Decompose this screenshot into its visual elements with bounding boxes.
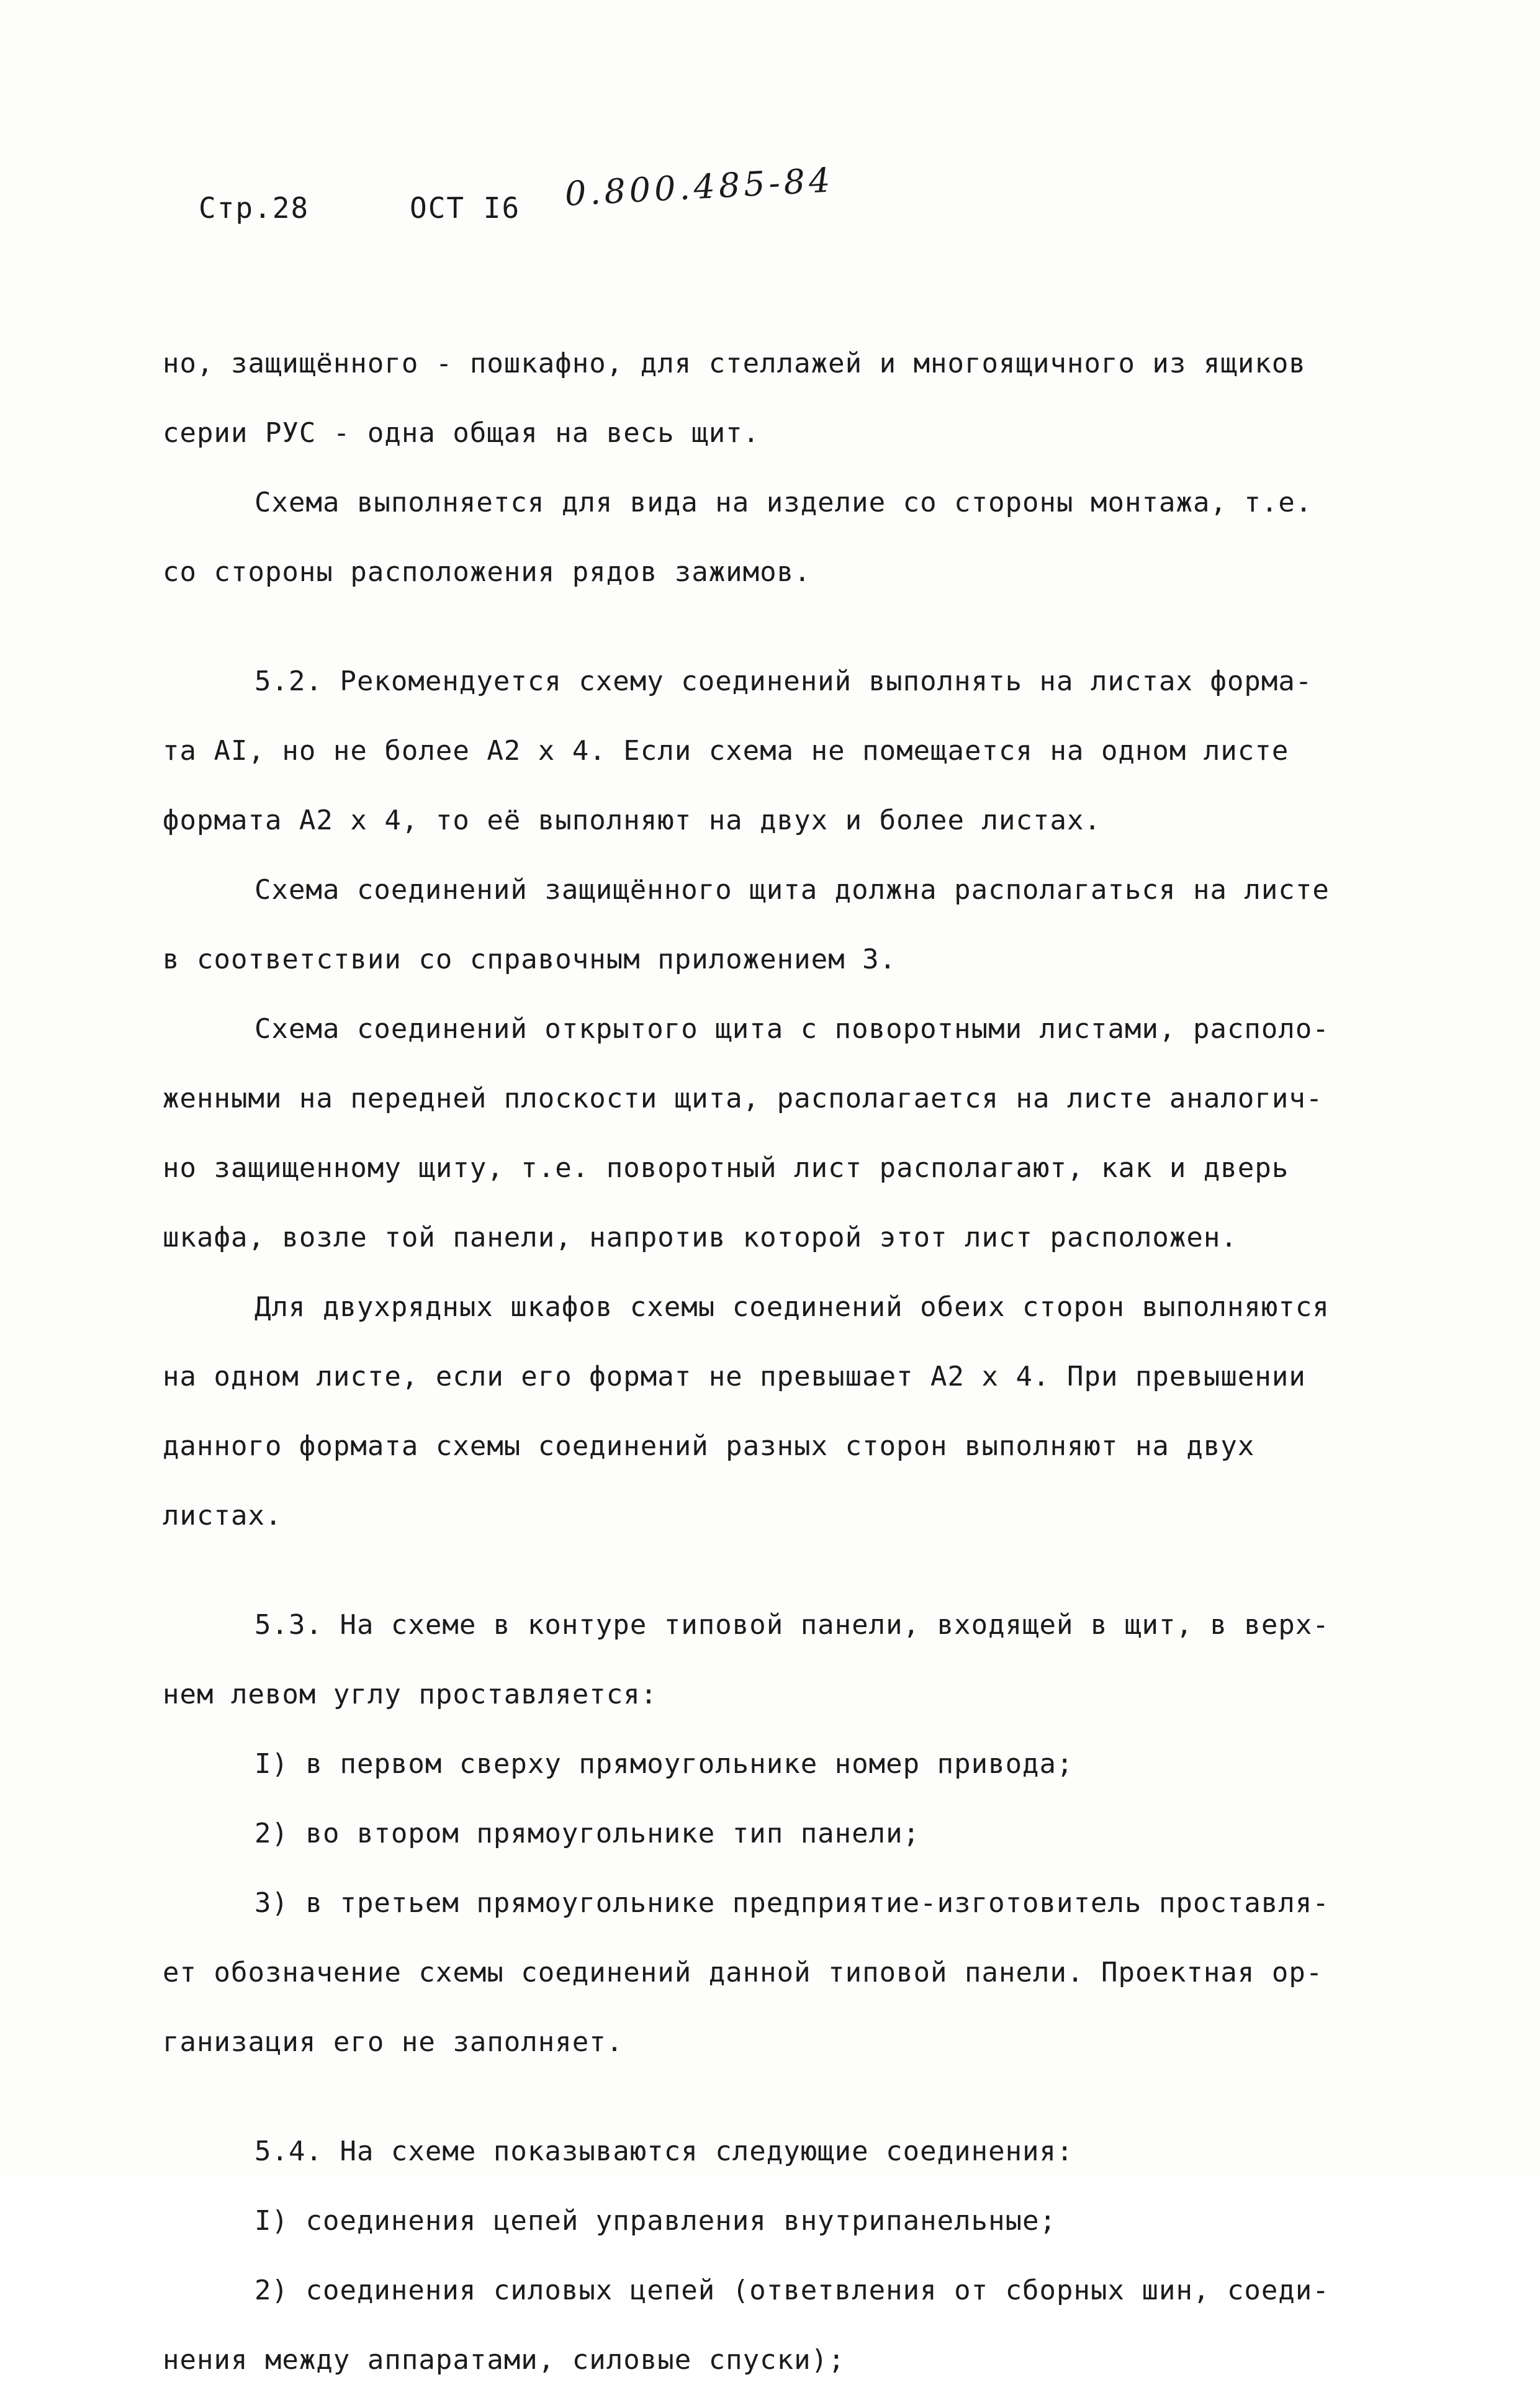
document-body [163, 329, 1398, 2395]
paragraph [163, 1273, 1398, 1551]
paragraph [163, 329, 1398, 468]
text-line: в соответствии со справочным приложением 3. [163, 944, 897, 975]
text-line: данного формата схемы соединений разных сторон выполняют на двух [163, 1430, 1255, 1462]
paragraph [163, 468, 1398, 607]
text-line: Схема соединений защищённого щита должна располагаться на листе [254, 874, 1330, 906]
text-line: но, защищённого - пошкафно, для стеллажей и многоящичного из ящиков [163, 348, 1306, 379]
paragraph [163, 1730, 1398, 1799]
text-line: та АI, но не более А2 х 4. Если схема не помещается на одном листе [163, 735, 1289, 767]
paragraph [163, 995, 1398, 1273]
text-line: Схема выполняется для вида на изделие со стороны монтажа, т.е. [254, 487, 1313, 518]
paragraph-gap [163, 2077, 1398, 2117]
text-line: Для двухрядных шкафов схемы соединений обеих сторон выполняются [254, 1291, 1330, 1323]
text-line: 3) в третьем прямоугольнике предприятие-изготовитель проставля- [254, 1887, 1330, 1919]
text-line: 5.4. На схеме показываются следующие соединения: [254, 2136, 1074, 2167]
paragraph [163, 2256, 1398, 2395]
paragraph [163, 1869, 1398, 2077]
text-line: формата А2 х 4, то её выполняют на двух и более листах. [163, 805, 1101, 836]
text-line: но защищенному щиту, т.е. поворотный лист располагают, как и дверь [163, 1152, 1289, 1184]
text-line: шкафа, возле той панели, напротив которой этот лист расположен. [163, 1222, 1238, 1253]
text-line: 5.3. На схеме в контуре типовой панели, входящей в щит, в верх- [254, 1609, 1330, 1641]
paragraph [163, 2117, 1398, 2186]
paragraph-gap [163, 607, 1398, 647]
text-line: 2) во втором прямоугольнике тип панели; [254, 1818, 921, 1849]
paragraph [163, 1799, 1398, 1869]
standard-designation-printed: ОСТ I6 [410, 191, 521, 225]
text-line: серии РУС - одна общая на весь щит. [163, 417, 760, 449]
standard-designation-handwritten: 0.800.485-84 [564, 160, 835, 214]
text-line: женными на передней плоскости щита, располагается на листе аналогич- [163, 1083, 1323, 1114]
paragraph [163, 855, 1398, 995]
text-line: I) соединения цепей управления внутрипанельные; [254, 2205, 1057, 2237]
text-line: нем левом углу проставляется: [163, 1679, 658, 1710]
paragraph [163, 647, 1398, 855]
text-line: Схема соединений открытого щита с поворотными листами, располо- [254, 1013, 1330, 1045]
text-line: ганизация его не заполняет. [163, 2026, 624, 2058]
text-line: 2) соединения силовых цепей (ответвления от сборных шин, соеди- [254, 2275, 1330, 2306]
page-header [199, 160, 1378, 236]
text-line: на одном листе, если его формат не превышает А2 х 4. При превышении [163, 1361, 1306, 1392]
text-line: ет обозначение схемы соединений данной типовой панели. Проектная ор- [163, 1957, 1323, 1988]
text-line: 5.2. Рекомендуется схему соединений выполнять на листах форма- [254, 665, 1313, 697]
text-line: нения между аппаратами, силовые спуски); [163, 2344, 845, 2376]
text-line: со стороны расположения рядов зажимов. [163, 556, 811, 588]
paragraph [163, 2186, 1398, 2256]
text-line: листах. [163, 1500, 282, 1531]
page-number: Стр.28 [199, 191, 310, 225]
paragraph [163, 1590, 1398, 1730]
paragraph-gap [163, 1551, 1398, 1590]
text-line: I) в первом сверху прямоугольнике номер привода; [254, 1748, 1074, 1780]
